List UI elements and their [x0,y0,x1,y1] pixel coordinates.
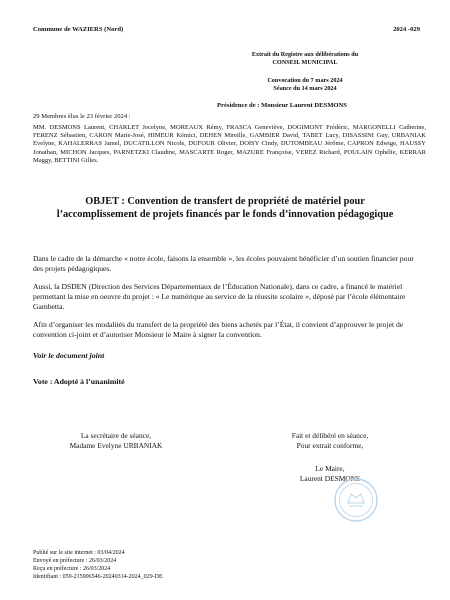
extract-line-2: CONSEIL MUNICIPAL [272,59,338,66]
convocation-date: Convocation du 7 mars 2024 [267,77,343,84]
subject-line-1: OBJET : Convention de transfert de propriété de matériel pour [85,196,365,207]
secretary-title: La secrétaire de séance, [80,431,152,440]
paragraph-dsden: Aussi, la DSDEN (Direction des Services Départementaux de l’Éducation Nationale), dans ce cadre, a financé le matériel permettant la mise en oeuvre du projet : « Le numérique au service de la réussite scolaire », déposé par l’école élémentaire Gambetta. [33,282,406,311]
mayor-name: Laurent DESMONS [299,473,361,483]
document-identifier: Identifiant : 059-215906546-20240314-2024_029-DE [33,574,163,580]
transmission-footer [33,549,163,581]
vote-result: Vote : Adopté à l’unanimité [33,377,125,386]
see-attached-document: Voir le document joint [33,351,105,360]
members-list: MM. DESMONS Laurent, CHARLET Jocelyne, MOREAUX Rémy, FRASCA Geneviève, DOGIMONT Frédéric, MARGONELLI Catherine, FERENZ Sébastien, CARON Marie-José, HIMEUR Kémici, DEHEN Mireille, GAMBIER David, TABET Lucy, DISASSINI Guy, URBANIAK Evelyne, KAHALERRAS Jamel, DUCATILLON Nicole, DUFOUR Olivier, DOISY Cindy, DUTOMBEAU Jérôme, CAPRON Edwige, HAUSSY Jonathan, MICHON Jacques, PARNETZKI Claudine, MASCARTE Roger, MAZURE Françoise, VEREZ Richard, POULAIN Ophélie, KERRAR Maggy, BETTINI Gilles. [33,124,426,164]
certification-line-1: Fait et délibéré en séance, [291,431,369,440]
deliberation-number: 2024 -029 [393,26,420,33]
session-date: Séance du 14 mars 2024 [273,85,337,92]
certification-line-2: Pour extrait conforme, [296,440,364,450]
received-prefecture-date: Reçu en préfecture : 26/03/2024 [33,566,111,572]
paragraph-context: Dans le cadre de la démarche « notre école, faisons la ensemble », les écoles pouvaient bénéficier d’un soutien financier pour des projets pédagogiques. [33,254,414,273]
mayor-title: Le Maire, [315,464,345,473]
secretary-signature-block [40,431,192,450]
commune-header: Commune de WAZIERS (Nord) [33,26,124,33]
extract-line-1: Extrait du Registre aux délibérations du [251,51,359,58]
published-date: Publié sur le site internet : 03/04/2024 [33,550,125,556]
register-extract [225,51,385,67]
members-count: 29 Membres élus le 23 février 2024 : [33,113,131,120]
secretary-name: Madame Evelyne URBANIAK [69,440,163,450]
municipal-seal-stamp [332,476,380,524]
subject-line-2: l’accomplissement de projets financés par le fonds d’innovation pédagogique [56,208,394,220]
certification-block [275,431,385,450]
paragraph-decision: Afin d’organiser les modalités du transfert de la propriété des biens achetés par l’État, il convient d’approuver le projet de convention ci-joint et d’autoriser Monsieur le Maire à signer la convention. [33,320,404,339]
subject-title [30,196,420,221]
presidency: Présidence de : Monsieur Laurent DESMONS [217,102,347,109]
sent-prefecture-date: Envoyé en préfecture : 26/03/2024 [33,558,117,564]
meeting-dates [225,77,385,93]
